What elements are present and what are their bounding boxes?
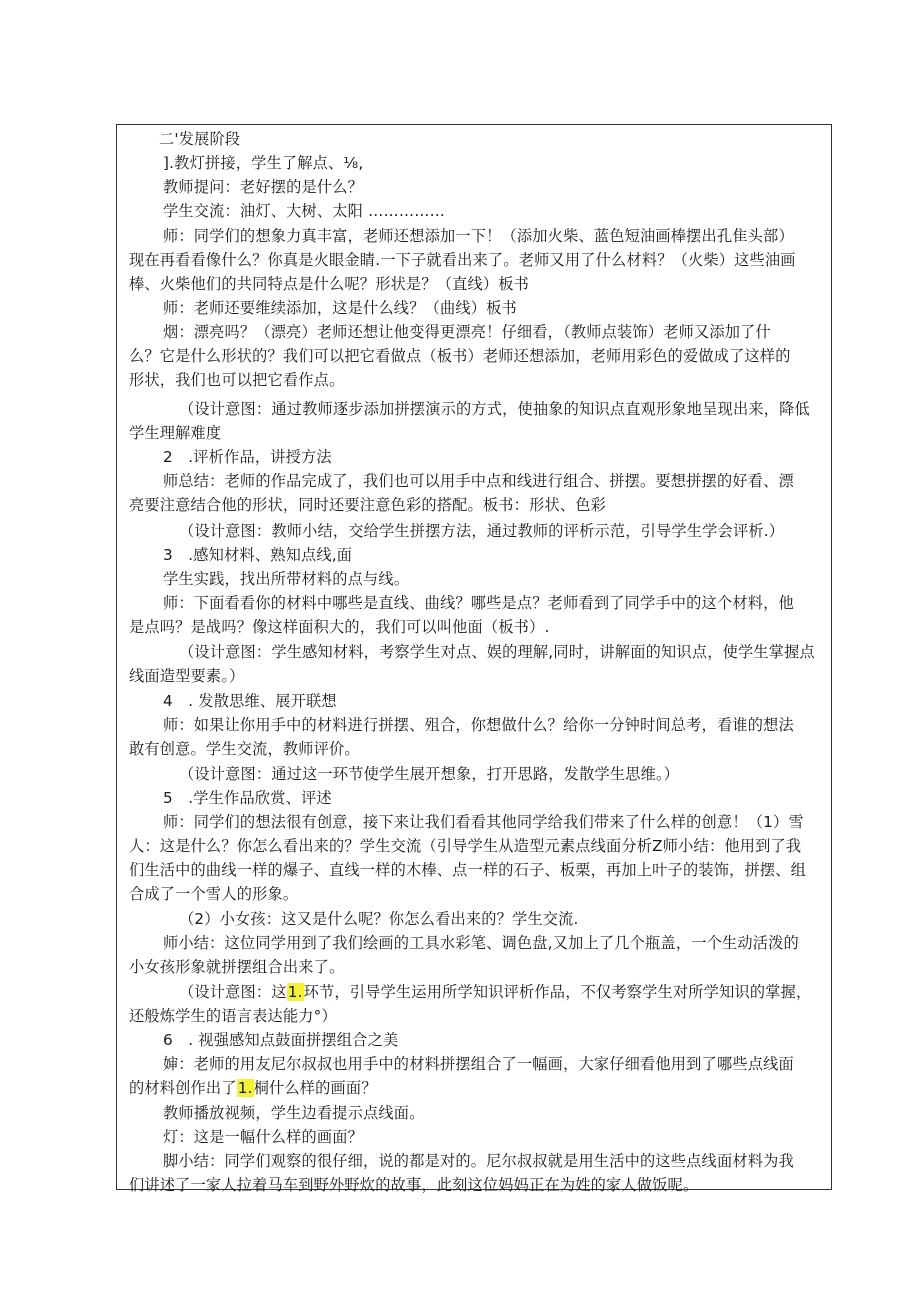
text-line: [175, 907, 833, 931]
text-segment: 们讲述了一家人拉着马车到野外野炊的故事，此刻这位妈妈正在为姓的家人做饭呢。: [129, 1176, 699, 1194]
text-line: [159, 175, 833, 199]
text-segment: 学生实践，找出所带材料的点与线。: [163, 570, 410, 588]
text-line: [159, 713, 833, 737]
text-line: [175, 397, 833, 421]
text-line: [175, 980, 833, 1004]
text-segment: 小女孩形象就拼摆组合出来了。: [129, 958, 345, 976]
text-line: [125, 858, 833, 882]
text-segment: （2）小女孩：这又是什么呢？你怎么看出来的？学生交流.: [179, 910, 579, 928]
text-segment: 3 .感知材料、熟知点线,面: [163, 546, 353, 564]
text-line: [159, 1101, 833, 1125]
text-line: [159, 1125, 833, 1149]
text-line: [159, 591, 833, 615]
text-line: [125, 248, 833, 272]
text-line: [125, 834, 833, 858]
text-segment: 教师播放视频，学生边看提示点线面。: [163, 1104, 425, 1122]
text-segment: （设计意图：教师小结，交给学生拼摆方法，通过教师的评析示范，引导学生学会评析.）: [179, 522, 785, 540]
text-line: [159, 810, 833, 834]
text-line: [125, 1076, 833, 1100]
text-segment: 师：同学们的想象力真丰富，老师还想添加一下！（添加火柴、蓝色短油画棒摆出孔隹头部）: [163, 227, 794, 245]
text-line: [159, 296, 833, 320]
text-line: [159, 786, 833, 810]
text-line: [159, 445, 833, 469]
text-segment: （设计意图：学生感知材料，考察学生对点、娱的理解,同时，讲解面的知识点，使学生掌握点: [179, 643, 815, 661]
text-line: [175, 640, 833, 664]
text-segment: 环节，引导学生运用所学知识评析作品，不仅考察学生对所学知识的掌握，: [303, 983, 812, 1001]
text-segment: 敢有创意。学生交流，教师评价。: [129, 740, 360, 758]
text-line: [175, 519, 833, 543]
text-segment: 教师提问：老好摆的是什么？: [163, 178, 364, 196]
text-line: [159, 1028, 833, 1052]
text-segment: 2 .评析作品，讲授方法: [163, 448, 332, 466]
text-line: [159, 1149, 833, 1173]
text-line: [159, 1052, 833, 1076]
text-segment: 么？它是什么形状的？我们可以把它看做点（板书）老师还想添加，老师用彩色的爱做成了这样的: [129, 347, 791, 365]
text-segment: 师总结：老师的作品完成了，我们也可以用手中点和线进行组合、拼摆。要想拼摆的好看、漂: [163, 472, 794, 490]
text-line: [175, 762, 833, 786]
text-segment: 师小结：这位同学用到了我们绘画的工具水彩笔、调色盘,又加上了几个瓶盖，一个生动活泼的: [163, 934, 799, 952]
text-segment: （设计意图：通过教师逐步添加拼摆演示的方式，使抽象的知识点直观形象地呈现出来，降低: [179, 400, 810, 418]
text-line: [125, 344, 833, 368]
text-line: [159, 469, 833, 493]
text-segment: ].教灯拼接，学生了解点、⅛,: [163, 154, 364, 172]
text-segment: 学生交流：油灯、大树、太阳 ……………: [163, 202, 446, 220]
text-segment: 4 . 发散思维、展开联想: [163, 692, 337, 710]
text-segment: 棒、火柴他们的共同特点是什么呢？形状是？（直线）板书: [129, 275, 530, 293]
text-segment: 还般炼学生的语言表达能力°）: [129, 1007, 337, 1025]
text-line: [159, 689, 833, 713]
text-segment: 们生活中的曲线一样的爆子、直线一样的木棒、点一样的石子、板栗，再加上叶子的装饰，拼摆、组: [129, 861, 807, 879]
text-segment: 人：这是什么？你怎么看出来的？学生交流（引导学生从造型元素点线面分析Z师小结：他用到了我: [129, 837, 802, 855]
text-segment: 的材料创作出了: [129, 1079, 237, 1097]
text-line: [125, 615, 833, 639]
text-segment: 师：老师还要维续添加，这是什么线？（曲线）板书: [163, 299, 517, 317]
text-segment: （设计意图：通过这一环节使学生展开想象，打开思路，发散学生思维。）: [179, 765, 680, 783]
text-segment: 婶：老师的用友尼尔叔叔也用手中的材料拼摆组合了一幅画，大家仔细看他用到了哪些点线面: [163, 1055, 794, 1073]
text-segment: 学生理解难度: [129, 424, 222, 442]
text-line: [125, 421, 833, 445]
text-segment: 是点吗？是战吗？像这样面积大的，我们可以叫他面（板书）.: [129, 618, 550, 636]
text-segment: 亮要注意结合他的形状，同时还要注意色彩的搭配。板书：形状、色彩: [129, 496, 607, 514]
text-line: [125, 493, 833, 517]
text-segment: 5 .学生作品欣赏、评述: [163, 789, 332, 807]
text-line: [159, 224, 833, 248]
text-segment: （设计意图：这: [179, 983, 287, 1001]
text-line: [125, 1173, 833, 1197]
document-frame: [116, 124, 832, 1194]
text-line: [125, 272, 833, 296]
text-segment: 师：同学们的想法很有创意，接下来让我们看看其他同学给我们带来了什么样的创意！（1）雪: [163, 813, 804, 831]
text-line: [125, 368, 833, 392]
text-segment: 师：下面看看你的材料中哪些是直线、曲线？哪些是点？老师看到了同学手中的这个材料，他: [163, 594, 794, 612]
text-segment: 脚小结：同学们观察的很仔细，说的都是对的。尼尔叔叔就是用生活中的这些点线面材料为我: [163, 1152, 794, 1170]
text-line: [125, 955, 833, 979]
text-line: [125, 1004, 833, 1028]
text-line: [155, 127, 833, 151]
text-line: [125, 664, 833, 688]
text-segment: 烟：漂亮吗？（漂亮）老师还想让他变得更漂亮！仔细看，（教师点装饰）老师又添加了什: [163, 323, 771, 341]
text-segment: 合成了一个雪人的形象。: [129, 885, 299, 903]
text-segment: 桐什么样的画面？: [253, 1079, 377, 1097]
text-line: [159, 543, 833, 567]
text-segment: 现在再看看像什么？你真是火眼金睛.一下子就看出来了。老师又用了什么材料？（火柴）这些油画: [129, 251, 796, 269]
highlight-mark: 1.: [237, 1079, 253, 1097]
text-line: [125, 737, 833, 761]
text-segment: 6 . 视强感知点鼓面拼摆组合之美: [163, 1031, 399, 1049]
text-segment: 灯：这是一幅什么样的画面？: [163, 1128, 364, 1146]
text-line: [159, 199, 833, 223]
text-line: [125, 882, 833, 906]
text-segment: 二'发展阶段: [159, 130, 241, 148]
text-line: [159, 320, 833, 344]
text-segment: 形状，我们也可以把它看作点。: [129, 371, 345, 389]
highlight-mark: 1.: [287, 983, 303, 1001]
text-line: [159, 151, 833, 175]
text-line: [159, 567, 833, 591]
text-line: [159, 931, 833, 955]
text-segment: 师：如果让你用手中的材料进行拼摆、殂合，你想做什么？给你一分钟时间总考，看谁的想法: [163, 716, 794, 734]
text-segment: 线面造型要素。）: [129, 667, 245, 685]
